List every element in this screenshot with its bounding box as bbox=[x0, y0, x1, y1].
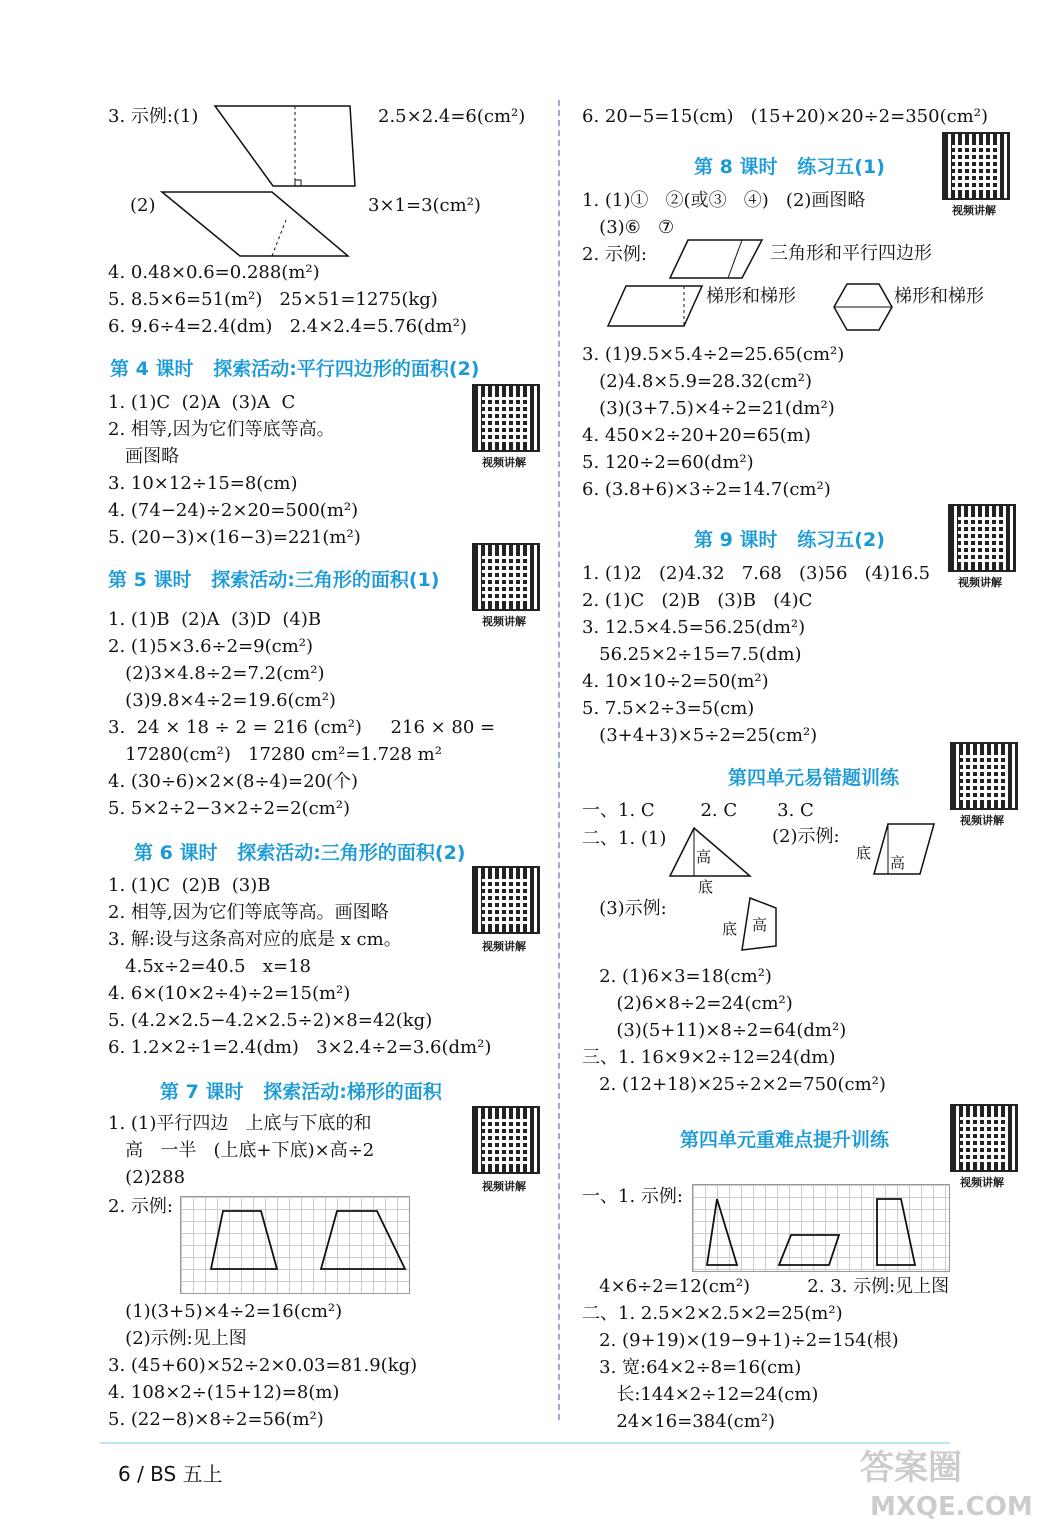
l6-line-7: 6. 1.2×2÷1=2.4(dm) 3×2.4÷2=3.6(dm²) bbox=[108, 1037, 492, 1058]
l5-line-3: (2)3×4.8÷2=7.2(cm²) bbox=[108, 663, 325, 684]
l8-line-1: 1. (1)① ②(或③ ④) (2)画图略 bbox=[582, 190, 866, 211]
l6-line-2: 2. 相等,因为它们等底等高。画图略 bbox=[108, 902, 389, 923]
diag-label-base: 底 bbox=[698, 878, 714, 896]
lesson-8-header: 第 8 课时 练习五(1) bbox=[694, 156, 885, 178]
l7-after-5: 5. (22−8)×8÷2=56(m²) bbox=[108, 1409, 324, 1430]
qr-code-icon[interactable] bbox=[472, 384, 540, 452]
l6-line-6: 5. (4.2×2.5−4.2×2.5÷2)×8=42(kg) bbox=[108, 1010, 433, 1031]
l8-after-5: 5. 120÷2=60(dm²) bbox=[582, 452, 754, 473]
l7-after-3: 3. (45+60)×52÷2×0.03=81.9(kg) bbox=[108, 1355, 418, 1376]
shape-triangle-parallelogram bbox=[668, 238, 764, 280]
l5-line-7: 4. (30÷6)×2×(8÷4)=20(个) bbox=[108, 771, 359, 792]
l10-line-2: 二、1. (1) bbox=[582, 828, 667, 849]
l6-line-3: 3. 解:设与这条高对应的底是 x cm。 bbox=[108, 929, 402, 950]
page-footer: 6 / BS 五上 bbox=[118, 1462, 223, 1486]
l5-line-2: 2. (1)5×3.6÷2=9(cm²) bbox=[108, 636, 314, 657]
l11-line-1: 一、1. 示例: bbox=[582, 1186, 683, 1207]
l10-line-4: (3)示例: bbox=[582, 898, 667, 919]
qr-caption: 视频讲解 bbox=[482, 940, 526, 953]
trapezoid-grid bbox=[180, 1196, 410, 1294]
l5-line-6: 17280(cm²) 17280 cm²=1.728 m² bbox=[108, 744, 442, 765]
l11-line-4: 2. (9+19)×(19−9+1)÷2=154(根) bbox=[582, 1330, 899, 1351]
diag-label-height-2: 高 bbox=[890, 854, 906, 872]
l11-line-5: 3. 宽:64×2÷8=16(cm) bbox=[582, 1357, 802, 1378]
watermark-url: MXQE.COM bbox=[870, 1492, 1033, 1522]
diag-label-height-3: 高 bbox=[752, 916, 768, 934]
l7-line-3: (2)288 bbox=[108, 1167, 186, 1188]
shape-label-3: 梯形和梯形 bbox=[894, 286, 984, 307]
parallelogram-figure-2 bbox=[160, 190, 350, 260]
lesson-5-header: 第 5 课时 探索活动:三角形的面积(1) bbox=[108, 569, 440, 591]
l5-line-4: (3)9.8×4÷2=19.6(cm²) bbox=[108, 690, 336, 711]
diag-label-height: 高 bbox=[696, 848, 712, 866]
l6-line-1: 1. (1)C (2)B (3)B bbox=[108, 875, 271, 896]
l4-line-1: 1. (1)C (2)A (3)A C bbox=[108, 392, 296, 413]
column-divider bbox=[558, 100, 560, 1420]
qr-code-icon[interactable] bbox=[942, 132, 1010, 200]
l10-after-1: 2. (1)6×3=18(cm²) bbox=[582, 966, 772, 987]
l7-after-4: 4. 108×2÷(15+12)=8(m) bbox=[108, 1382, 340, 1403]
q5-left: 5. 8.5×6=51(m²) 25×51=1275(kg) bbox=[108, 289, 438, 310]
q6-left: 6. 9.6÷4=2.4(dm) 2.4×2.4=5.76(dm²) bbox=[108, 316, 467, 337]
q6-right: 6. 20−5=15(cm) (15+20)×20÷2=350(cm²) bbox=[582, 106, 988, 127]
l9-line-2: 2. (1)C (2)B (3)B (4)C bbox=[582, 590, 813, 611]
qr-caption: 视频讲解 bbox=[960, 814, 1004, 827]
l8-after-4: 4. 450×2÷20+20=65(m) bbox=[582, 425, 811, 446]
l9-line-3: 3. 12.5×4.5=56.25(dm²) bbox=[582, 617, 806, 638]
l11-line-7: 24×16=384(cm²) bbox=[582, 1411, 776, 1432]
diag-label-base-2: 底 bbox=[856, 844, 872, 862]
qr-code-icon[interactable] bbox=[472, 1106, 540, 1174]
l10-line-3: (2)示例: bbox=[772, 826, 840, 847]
q3-example-2: (2) bbox=[130, 195, 156, 216]
l9-line-1: 1. (1)2 (2)4.32 7.68 (3)56 (4)16.5 bbox=[582, 563, 931, 584]
qr-caption: 视频讲解 bbox=[958, 576, 1002, 589]
qr-code-icon[interactable] bbox=[948, 504, 1016, 572]
parallelogram-figure-1 bbox=[205, 104, 365, 190]
l11-line-3: 二、1. 2.5×2×2.5×2=25(m²) bbox=[582, 1303, 843, 1324]
l10-line-1: 一、1. C 2. C 3. C bbox=[582, 800, 814, 821]
l8-after-2: (2)4.8×5.9=28.32(cm²) bbox=[582, 371, 813, 392]
l8-line-3: 2. 示例: bbox=[582, 244, 647, 265]
l10-after-3: (3)(5+11)×8÷2=64(dm²) bbox=[582, 1020, 847, 1041]
l8-line-2: (3)⑥ ⑦ bbox=[582, 217, 675, 238]
l8-after-6: 6. (3.8+6)×3÷2=14.7(cm²) bbox=[582, 479, 831, 500]
qr-caption: 视频讲解 bbox=[482, 1180, 526, 1193]
l4-line-4: 3. 10×12÷15=8(cm) bbox=[108, 473, 298, 494]
l10-after-2: (2)6×8÷2=24(cm²) bbox=[582, 993, 793, 1014]
q3-answer-1: 2.5×2.4=6(cm²) bbox=[378, 106, 526, 127]
l7-after-1: (1)(3+5)×4÷2=16(cm²) bbox=[108, 1301, 343, 1322]
l10-after-5: 2. (12+18)×25÷2×2=750(cm²) bbox=[582, 1074, 886, 1095]
q4-left: 4. 0.48×0.6=0.288(m²) bbox=[108, 262, 320, 283]
l8-after-1: 3. (1)9.5×5.4÷2=25.65(cm²) bbox=[582, 344, 845, 365]
shapes-grid bbox=[692, 1184, 950, 1272]
shape-trapezoid-split bbox=[606, 284, 704, 328]
footer-rule bbox=[100, 1442, 950, 1444]
qr-code-icon[interactable] bbox=[950, 1104, 1018, 1172]
lesson-7-header: 第 7 课时 探索活动:梯形的面积 bbox=[160, 1081, 442, 1103]
l9-line-7: (3+4+3)×5÷2=25(cm²) bbox=[582, 725, 818, 746]
qr-code-icon[interactable] bbox=[950, 742, 1018, 810]
unit-4-errors-header: 第四单元易错题训练 bbox=[728, 767, 900, 789]
l7-line-1: 1. (1)平行四边 上底与下底的和 bbox=[108, 1113, 372, 1134]
l7-after-2: (2)示例:见上图 bbox=[108, 1328, 247, 1349]
watermark-logo: 答案圈 bbox=[860, 1448, 962, 1488]
q3-example-1: 3. 示例:(1) bbox=[108, 106, 199, 127]
l4-line-3: 画图略 bbox=[108, 446, 180, 467]
l9-line-6: 5. 7.5×2÷3=5(cm) bbox=[582, 698, 755, 719]
qr-code-icon[interactable] bbox=[472, 866, 540, 934]
l6-line-5: 4. 6×(10×2÷4)÷2=15(m²) bbox=[108, 983, 351, 1004]
lesson-6-header: 第 6 课时 探索活动:三角形的面积(2) bbox=[134, 842, 466, 864]
l4-line-5: 4. (74−24)÷2×20=500(m²) bbox=[108, 500, 359, 521]
l7-line-4: 2. 示例: bbox=[108, 1196, 173, 1217]
qr-caption: 视频讲解 bbox=[482, 456, 526, 469]
qr-caption: 视频讲解 bbox=[952, 204, 996, 217]
l5-line-1: 1. (1)B (2)A (3)D (4)B bbox=[108, 609, 322, 630]
l9-line-5: 4. 10×10÷2=50(m²) bbox=[582, 671, 769, 692]
l5-line-8: 5. 5×2÷2−3×2÷2=2(cm²) bbox=[108, 798, 350, 819]
shape-label-1: 三角形和平行四边形 bbox=[770, 243, 932, 264]
l11-line-2: 4×6÷2=12(cm²) 2. 3. 示例:见上图 bbox=[582, 1276, 950, 1297]
l8-after-3: (3)(3+7.5)×4÷2=21(dm²) bbox=[582, 398, 835, 419]
shape-hexagon bbox=[832, 282, 894, 332]
unit-4-advanced-header: 第四单元重难点提升训练 bbox=[680, 1129, 890, 1151]
l4-line-2: 2. 相等,因为它们等底等高。 bbox=[108, 419, 335, 440]
l5-line-5: 3. 24 × 18 ÷ 2 = 216 (cm²) 216 × 80 = bbox=[108, 717, 496, 738]
l6-line-4: 4.5x÷2=40.5 x=18 bbox=[108, 956, 311, 977]
l4-line-6: 5. (20−3)×(16−3)=221(m²) bbox=[108, 527, 361, 548]
lesson-4-header: 第 4 课时 探索活动:平行四边形的面积(2) bbox=[110, 358, 480, 380]
qr-caption: 视频讲解 bbox=[960, 1176, 1004, 1189]
diag-label-base-3: 底 bbox=[722, 920, 738, 938]
qr-caption: 视频讲解 bbox=[482, 615, 526, 628]
l9-line-4: 56.25×2÷15=7.5(dm) bbox=[582, 644, 802, 665]
l7-line-2: 高 一半 (上底+下底)×高÷2 bbox=[108, 1140, 375, 1161]
shape-label-2: 梯形和梯形 bbox=[706, 286, 796, 307]
q3-answer-2: 3×1=3(cm²) bbox=[368, 195, 481, 216]
l10-after-4: 三、1. 16×9×2÷12=24(dm) bbox=[582, 1047, 836, 1068]
l11-line-6: 长:144×2÷12=24(cm) bbox=[582, 1384, 819, 1405]
lesson-9-header: 第 9 课时 练习五(2) bbox=[694, 529, 885, 551]
qr-code-icon[interactable] bbox=[472, 543, 540, 611]
